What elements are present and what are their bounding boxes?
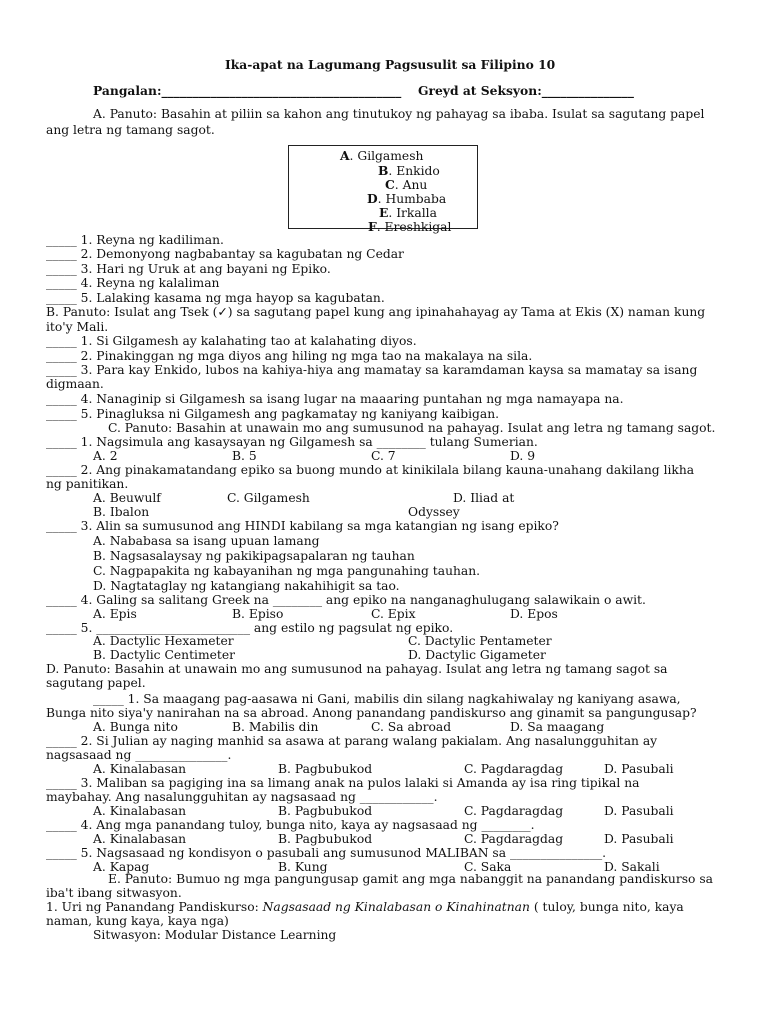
partC-q5-opt-d: D. Dactylic Gigameter — [408, 648, 546, 662]
partD-q3-opt-a: A. Kinalabasan — [93, 804, 187, 818]
partD-q2-opt-a: A. Kinalabasan — [93, 762, 187, 776]
partC-q2-opt-a: A. Beuwulf — [93, 491, 161, 505]
partB-instruction-cont: ito'y Mali. — [46, 320, 109, 334]
partB-item-2: _____ 2. Pinakinggan ng mga diyos ang hiling ng mga tao na makalaya na sila. — [46, 349, 533, 363]
partB-item-3-cont: digmaan. — [46, 377, 104, 391]
partC-q1-opt-a: A. 2 — [93, 449, 118, 463]
partD-q1-opt-b: B. Mabilis din — [232, 720, 319, 734]
partC-q2-opt-c: C. Gilgamesh — [227, 491, 310, 505]
partC-q5-opt-c: C. Dactylic Pentameter — [408, 634, 552, 648]
partD-q4-opt-c: C. Pagdaragdag — [464, 832, 564, 846]
partC-q2-opt-d-cont: Odyssey — [408, 505, 460, 519]
choice-b: B. Enkido — [378, 163, 440, 178]
partC-q5-opt-a: A. Dactylic Hexameter — [93, 634, 234, 648]
partD-q2-opt-c: C. Pagdaragdag — [464, 762, 564, 776]
page-title: Ika-apat na Lagumang Pagsusulit sa Filipino 10 — [225, 57, 556, 72]
partB-item-4: _____ 4. Nanaginip si Gilgamesh sa isang lugar na maaaring puntahan ng mga namayapa na. — [46, 392, 624, 406]
partD-q3-opt-c: C. Pagdaragdag — [464, 804, 564, 818]
partC-q4-opt-b: B. Episo — [232, 607, 284, 621]
choice-c: C. Anu — [385, 177, 428, 192]
partD-q1-opt-a: A. Bunga nito — [93, 720, 178, 734]
partD-q3: _____ 3. Maliban sa pagiging ina sa limang anak na pulos lalaki si Amanda ay isa ring tipikal na — [46, 776, 640, 790]
partA-item-1: _____ 1. Reyna ng kadiliman. — [46, 233, 224, 247]
partA-instruction-cont: ang letra ng tamang sagot. — [46, 123, 215, 137]
partC-q4-opt-c: C. Epix — [371, 607, 416, 621]
partC-q4: _____ 4. Galing sa salitang Greek na ________ ang epiko na nanganaghulugang salawikain o awit. — [46, 593, 646, 607]
choice-e: E. Irkalla — [379, 205, 437, 220]
partD-q4-opt-b: B. Pagbubukod — [278, 832, 373, 846]
partC-q5: _____ 5. _________________________ ang estilo ng pagsulat ng epiko. — [46, 621, 454, 635]
partD-q1-opt-d: D. Sa maagang — [510, 720, 605, 734]
partC-q2: _____ 2. Ang pinakamatandang epiko sa buong mundo at kinikilala bilang kauna-unahang dakilang likha — [46, 463, 695, 477]
partC-q1-opt-d: D. 9 — [510, 449, 536, 463]
partD-q4-opt-a: A. Kinalabasan — [93, 832, 187, 846]
partC-q2-opt-d: D. Iliad at — [453, 491, 515, 505]
partD-instruction-cont: sagutang papel. — [46, 676, 146, 690]
partE-item-1: 1. Uri ng Panandang Pandiskurso: Nagsasaad ng Kinalabasan o Kinahinatnan ( tuloy, bunga nito, kaya — [46, 900, 684, 914]
partC-q4-opt-a: A. Epis — [93, 607, 137, 621]
partC-q3-opt-c: C. Nagpapakita ng kabayanihan ng mga pangunahing tauhan. — [93, 564, 481, 578]
partD-q5-opt-a: A. Kapag — [93, 860, 150, 874]
choice-d: D. Humbaba — [367, 191, 447, 206]
partD-q5-opt-d: D. Sakali — [604, 860, 660, 874]
partA-item-4: _____ 4. Reyna ng kalaliman — [46, 276, 220, 290]
partB-item-5: _____ 5. Pinagluksa ni Gilgamesh ang pagkamatay ng kaniyang kaibigan. — [46, 407, 500, 421]
partD-q3-opt-d: D. Pasubali — [604, 804, 674, 818]
partC-q4-opt-d: D. Epos — [510, 607, 558, 621]
partA-item-5: _____ 5. Lalaking kasama ng mga hayop sa kagubatan. — [46, 291, 385, 305]
partC-q1: _____ 1. Nagsimula ang kasaysayan ng Gilgamesh sa ________ tulang Sumerian. — [46, 435, 538, 449]
partE-item-1-cont: naman, kung kaya, kaya nga) — [46, 914, 229, 928]
partC-q2-cont: ng panitikan. — [46, 477, 129, 491]
partB-item-3: _____ 3. Para kay Enkido, lubos na kahiya-hiya ang mamatay sa karamdaman kaysa sa mamatay sa isang — [46, 363, 698, 377]
partC-q3-opt-a: A. Nababasa sa isang upuan lamang — [93, 534, 320, 548]
partD-q2-opt-d: D. Pasubali — [604, 762, 674, 776]
partC-q1-opt-c: C. 7 — [371, 449, 396, 463]
partD-q1: _____ 1. Sa maagang pag-aasawa ni Gani, mabilis din silang nagkahiwalay ng kaniyang asawa, — [93, 692, 681, 706]
partD-q4-opt-d: D. Pasubali — [604, 832, 674, 846]
partB-item-1: _____ 1. Si Gilgamesh ay kalahating tao at kalahating diyos. — [46, 334, 417, 348]
partE-instruction: E. Panuto: Bumuo ng mga pangungusap gamit ang mga nabanggit na panandang pandiskurso sa — [108, 872, 713, 886]
name-field[interactable]: Pangalan:_______________________________________ — [93, 83, 402, 98]
partD-q5-opt-b: B. Kung — [278, 860, 328, 874]
partA-item-2: _____ 2. Demonyong nagbabantay sa kagubatan ng Cedar — [46, 247, 404, 261]
partC-instruction: C. Panuto: Basahin at unawain mo ang sumusunod na pahayag. Isulat ang letra ng tamang sagot. — [108, 421, 716, 435]
partD-q5-opt-c: C. Saka — [464, 860, 512, 874]
partD-q4: _____ 4. Ang mga panandang tuloy, bunga nito, kaya ay nagsasaad ng ________. — [46, 818, 535, 832]
partC-q3-opt-d: D. Nagtataglay ng katangiang nakahihigit sa tao. — [93, 579, 400, 593]
partD-q2-opt-b: B. Pagbubukod — [278, 762, 373, 776]
choice-a: A. Gilgamesh — [340, 148, 424, 163]
partA-item-3: _____ 3. Hari ng Uruk at ang bayani ng Epiko. — [46, 262, 331, 276]
partD-q5: _____ 5. Nagsasaad ng kondisyon o pasubali ang sumusunod MALIBAN sa _______________. — [46, 846, 607, 860]
partD-q1-opt-c: C. Sa abroad — [371, 720, 452, 734]
partD-q1-cont: Bunga nito siya'y nanirahan na sa abroad. Anong panandang pandiskurso ang ginamit sa pangungusap? — [46, 706, 697, 720]
partC-q3-opt-b: B. Nagsasalaysay ng pakikipagsapalaran ng tauhan — [93, 549, 415, 563]
partC-q2-opt-b: B. Ibalon — [93, 505, 150, 519]
partA-instruction: A. Panuto: Basahin at piliin sa kahon ang tinutukoy ng pahayag sa ibaba. Isulat sa sagutang papel — [93, 107, 705, 121]
partD-q3-cont: maybahay. Ang nasalungguhitan ay nagsasaad ng ____________. — [46, 790, 438, 804]
grade-section-field[interactable]: Greyd at Seksyon:_______________ — [418, 83, 634, 98]
partE-situation: Sitwasyon: Modular Distance Learning — [93, 928, 337, 942]
partC-q3: _____ 3. Alin sa sumusunod ang HINDI kabilang sa mga katangian ng isang epiko? — [46, 519, 559, 533]
partB-instruction: B. Panuto: Isulat ang Tsek (✓) sa sagutang papel kung ang ipinahahayag ay Tama at Ekis (X) naman kung — [46, 305, 706, 319]
partD-instruction: D. Panuto: Basahin at unawain mo ang sumusunod na pahayag. Isulat ang letra ng tamang sagot sa — [46, 662, 668, 676]
partC-q5-opt-b: B. Dactylic Centimeter — [93, 648, 235, 662]
choice-f: F. Ereshkigal — [368, 219, 452, 234]
partC-q1-opt-b: B. 5 — [232, 449, 257, 463]
partD-q2-cont: nagsasaad ng _______________. — [46, 748, 232, 762]
partD-q3-opt-b: B. Pagbubukod — [278, 804, 373, 818]
partD-q2: _____ 2. Si Julian ay naging manhid sa asawa at parang walang pakialam. Ang nasalungguhitan ay — [46, 734, 658, 748]
partE-instruction-cont: iba't ibang sitwasyon. — [46, 886, 182, 900]
